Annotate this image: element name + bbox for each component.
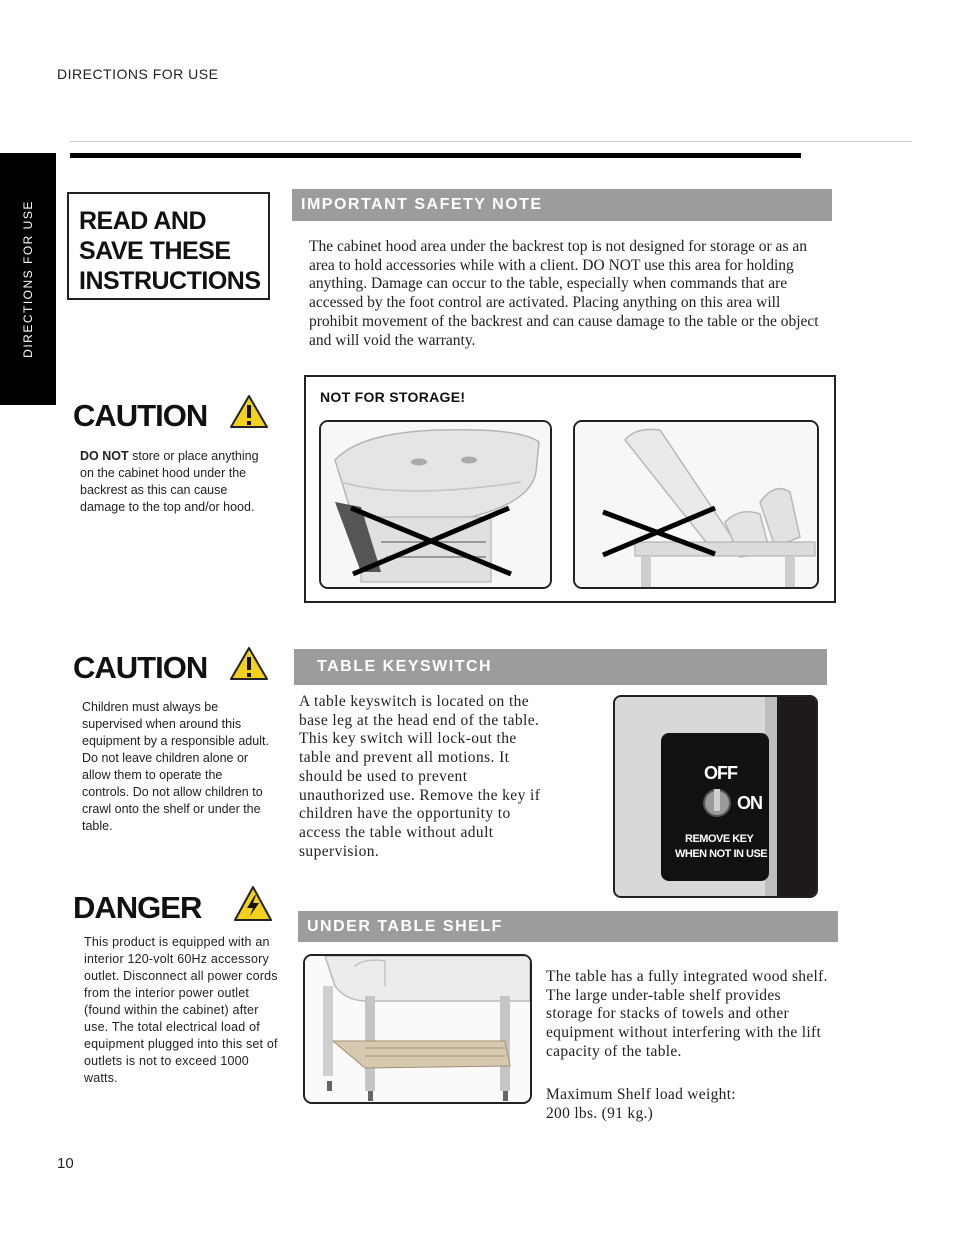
caution-1-body: store or place anything on the cabinet hood under the backrest as this can cause damage to the top and/or hood.: [80, 449, 259, 514]
danger-title: DANGER: [73, 890, 202, 925]
not-for-storage-label: NOT FOR STORAGE!: [320, 389, 466, 405]
warning-triangle-icon: [229, 394, 269, 430]
safety-note-heading-bar: [292, 189, 832, 221]
shelf-heading-bar: [298, 911, 838, 942]
side-tab: [0, 153, 56, 405]
shelf-body: The table has a fully integrated wood shelf. The large under-table shelf provides storage for stacks of towels and other equipment without interfering with the lift capacity of the table.: [546, 968, 828, 1060]
not-for-storage-panel: [304, 375, 836, 603]
caution-1-lead: DO NOT: [80, 449, 129, 463]
keyswitch-heading: TABLE KEYSWITCH: [317, 658, 493, 675]
safety-note-heading: IMPORTANT SAFETY NOTE: [301, 196, 543, 213]
caution-title-1: CAUTION: [73, 398, 208, 433]
shelf-load-line-2: 200 lbs. (91 kg.): [546, 1105, 654, 1122]
header-rule-thin: [70, 141, 912, 142]
keyswitch-on-label: ON: [737, 793, 762, 813]
header-label: DIRECTIONS FOR USE: [57, 66, 219, 82]
read-and-save-box: [67, 192, 270, 300]
keyswitch-remove-label-2: WHEN NOT IN USE: [675, 848, 768, 860]
keyswitch-photo: [613, 695, 818, 898]
keyswitch-remove-label-1: REMOVE KEY: [685, 833, 754, 845]
danger-body: This product is equipped with an interior 120-volt 60Hz accessory outlet. Disconnect all power cords from the interior power outlet (found within the cabinet) after use. The total electrical load of equipment plugged into this set of outlets is not to exceed 1000 watts.: [84, 935, 278, 1085]
electrical-hazard-icon: [233, 885, 273, 923]
keyswitch-body: A table keyswitch is located on the base leg at the head end of the table. This key switch will lock-out the table and prevent all motions. It should be used to prevent unauthorized use. Remove the key if children have the opportunity to access the table without adult supervision.: [299, 693, 541, 860]
under-table-shelf-photo: [303, 954, 532, 1104]
caution-1-text: [80, 448, 275, 516]
cabinet-hood-photo: [319, 420, 552, 589]
raised-backrest-photo: [573, 420, 819, 589]
caution-2-body: Children must always be supervised when around this equipment by a responsible adult. Do not leave children alone or allow them to operate the controls. Do not allow children to crawl onto the shelf or under the table.: [82, 700, 269, 833]
safety-note-body: The cabinet hood area under the backrest top is not designed for storage or as an area to hold accessories while with a client. DO NOT use this area for holding anything. Damage can occur to the table, especially when commands that are accessed by the foot control are activated. Placing anything on this area will prohibit movement of the backrest and can cause damage to the table or the object and will void the warranty.: [309, 238, 819, 349]
page-number: 10: [57, 1155, 74, 1172]
read-and-save-title: READ AND SAVE THESE INSTRUCTIONS: [79, 207, 261, 295]
header-rule-thick: [70, 153, 801, 158]
caution-title-2: CAUTION: [73, 650, 208, 685]
keyswitch-off-label: OFF: [704, 763, 737, 783]
keyswitch-heading-bar: [294, 649, 827, 685]
shelf-load-line-1: Maximum Shelf load weight:: [546, 1086, 736, 1103]
shelf-heading: UNDER TABLE SHELF: [307, 918, 503, 935]
side-tab-label: DIRECTIONS FOR USE: [21, 200, 35, 358]
warning-triangle-icon: [229, 646, 269, 682]
